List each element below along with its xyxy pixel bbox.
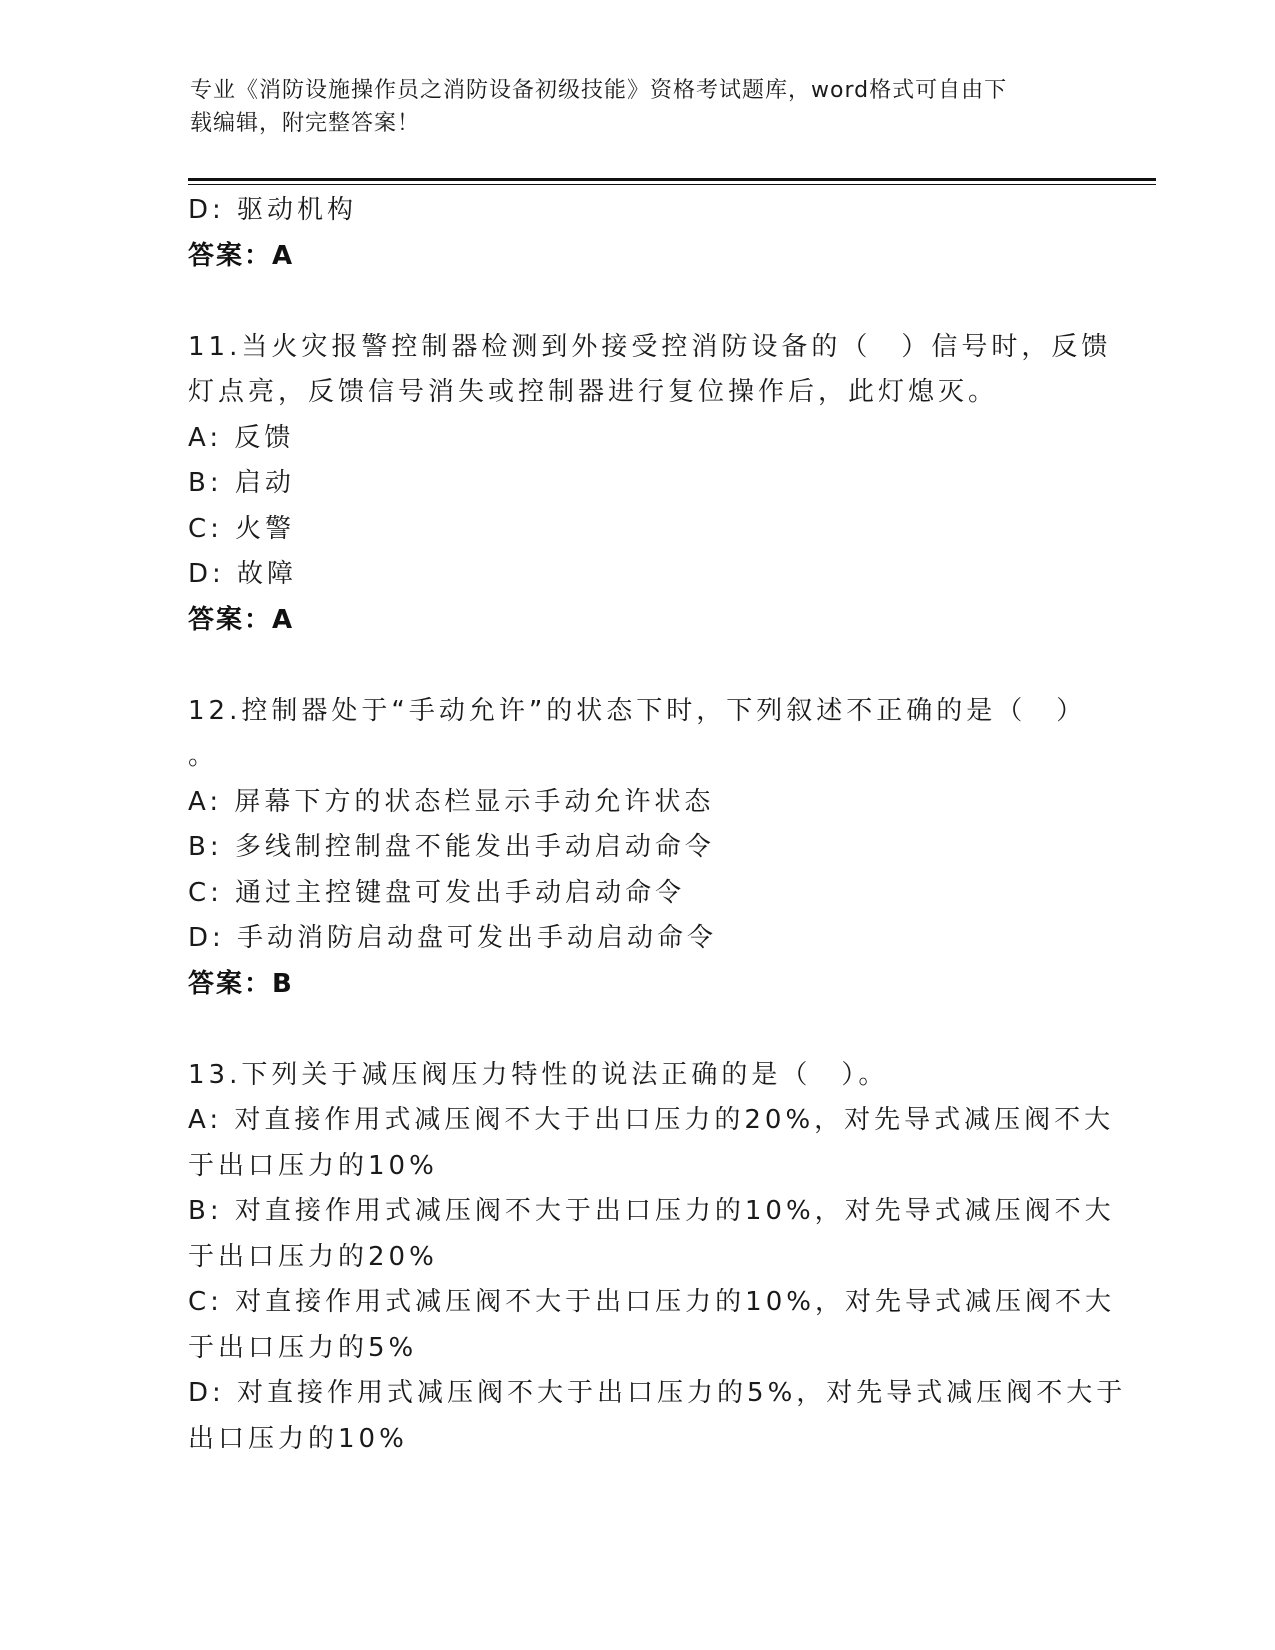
question-stem: 12.控制器处于“手动允许”的状态下时，下列叙述不正确的是（ ） [188,695,1087,726]
spacer [188,1007,1088,1053]
answer-line: 答案：A [188,240,295,271]
header-rule-thick [188,178,1156,181]
question-stem: 13.下列关于减压阀压力特性的说法正确的是（ ）。 [188,1059,889,1090]
option-c: C: 通过主控键盘可发出手动启动命令 [188,877,686,908]
option-a-continued: 于出口压力的10% [188,1150,438,1181]
option-d: D: 手动消防启动盘可发出手动启动命令 [188,923,718,953]
header-rule-thin [188,184,1156,185]
option-d: D: 故障 [188,559,298,589]
option-b: B: 启动 [188,468,295,498]
question-stem: 11.当火灾报警控制器检测到外接受控消防设备的（ ）信号时，反馈 [188,331,1112,362]
header-line-1: 专业《消防设施操作员之消防设备初级技能》资格考试题库，word格式可自由下 [190,78,1008,103]
option-b: B: 对直接作用式减压阀不大于出口压力的10%，对先导式减压阀不大 [188,1196,1115,1226]
question-12 [188,689,1088,1008]
option-b-continued: 于出口压力的20% [188,1241,438,1272]
option-d: D: 驱动机构 [188,195,358,225]
question-stem: 灯点亮，反馈信号消失或控制器进行复位操作后，此灯熄灭。 [188,377,999,407]
answer-line: 答案：B [188,968,294,999]
spacer [188,643,1088,689]
answer-line: 答案：A [188,604,295,635]
option-d: D: 对直接作用式减压阀不大于出口压力的5%，对先导式减压阀不大于 [188,1378,1127,1408]
option-c-continued: 于出口压力的5% [188,1332,418,1363]
option-c: C: 火警 [188,513,296,544]
spacer [188,279,1088,325]
option-a: A: 对直接作用式减压阀不大于出口压力的20%，对先导式减压阀不大 [188,1105,1115,1135]
document-header [190,74,1090,140]
option-a: A: 反馈 [188,422,295,453]
header-line-2: 载编辑，附完整答案！ [190,111,421,136]
question-13 [188,1053,1127,1463]
option-d-continued: 出口压力的10% [188,1423,408,1454]
option-b: B: 多线制控制盘不能发出手动启动命令 [188,832,715,862]
question-11 [188,325,1112,644]
question-stem: 。 [188,741,219,771]
option-a: A: 屏幕下方的状态栏显示手动允许状态 [188,786,715,817]
option-c: C: 对直接作用式减压阀不大于出口压力的10%，对先导式减压阀不大 [188,1287,1115,1317]
question-content [188,188,1127,1462]
